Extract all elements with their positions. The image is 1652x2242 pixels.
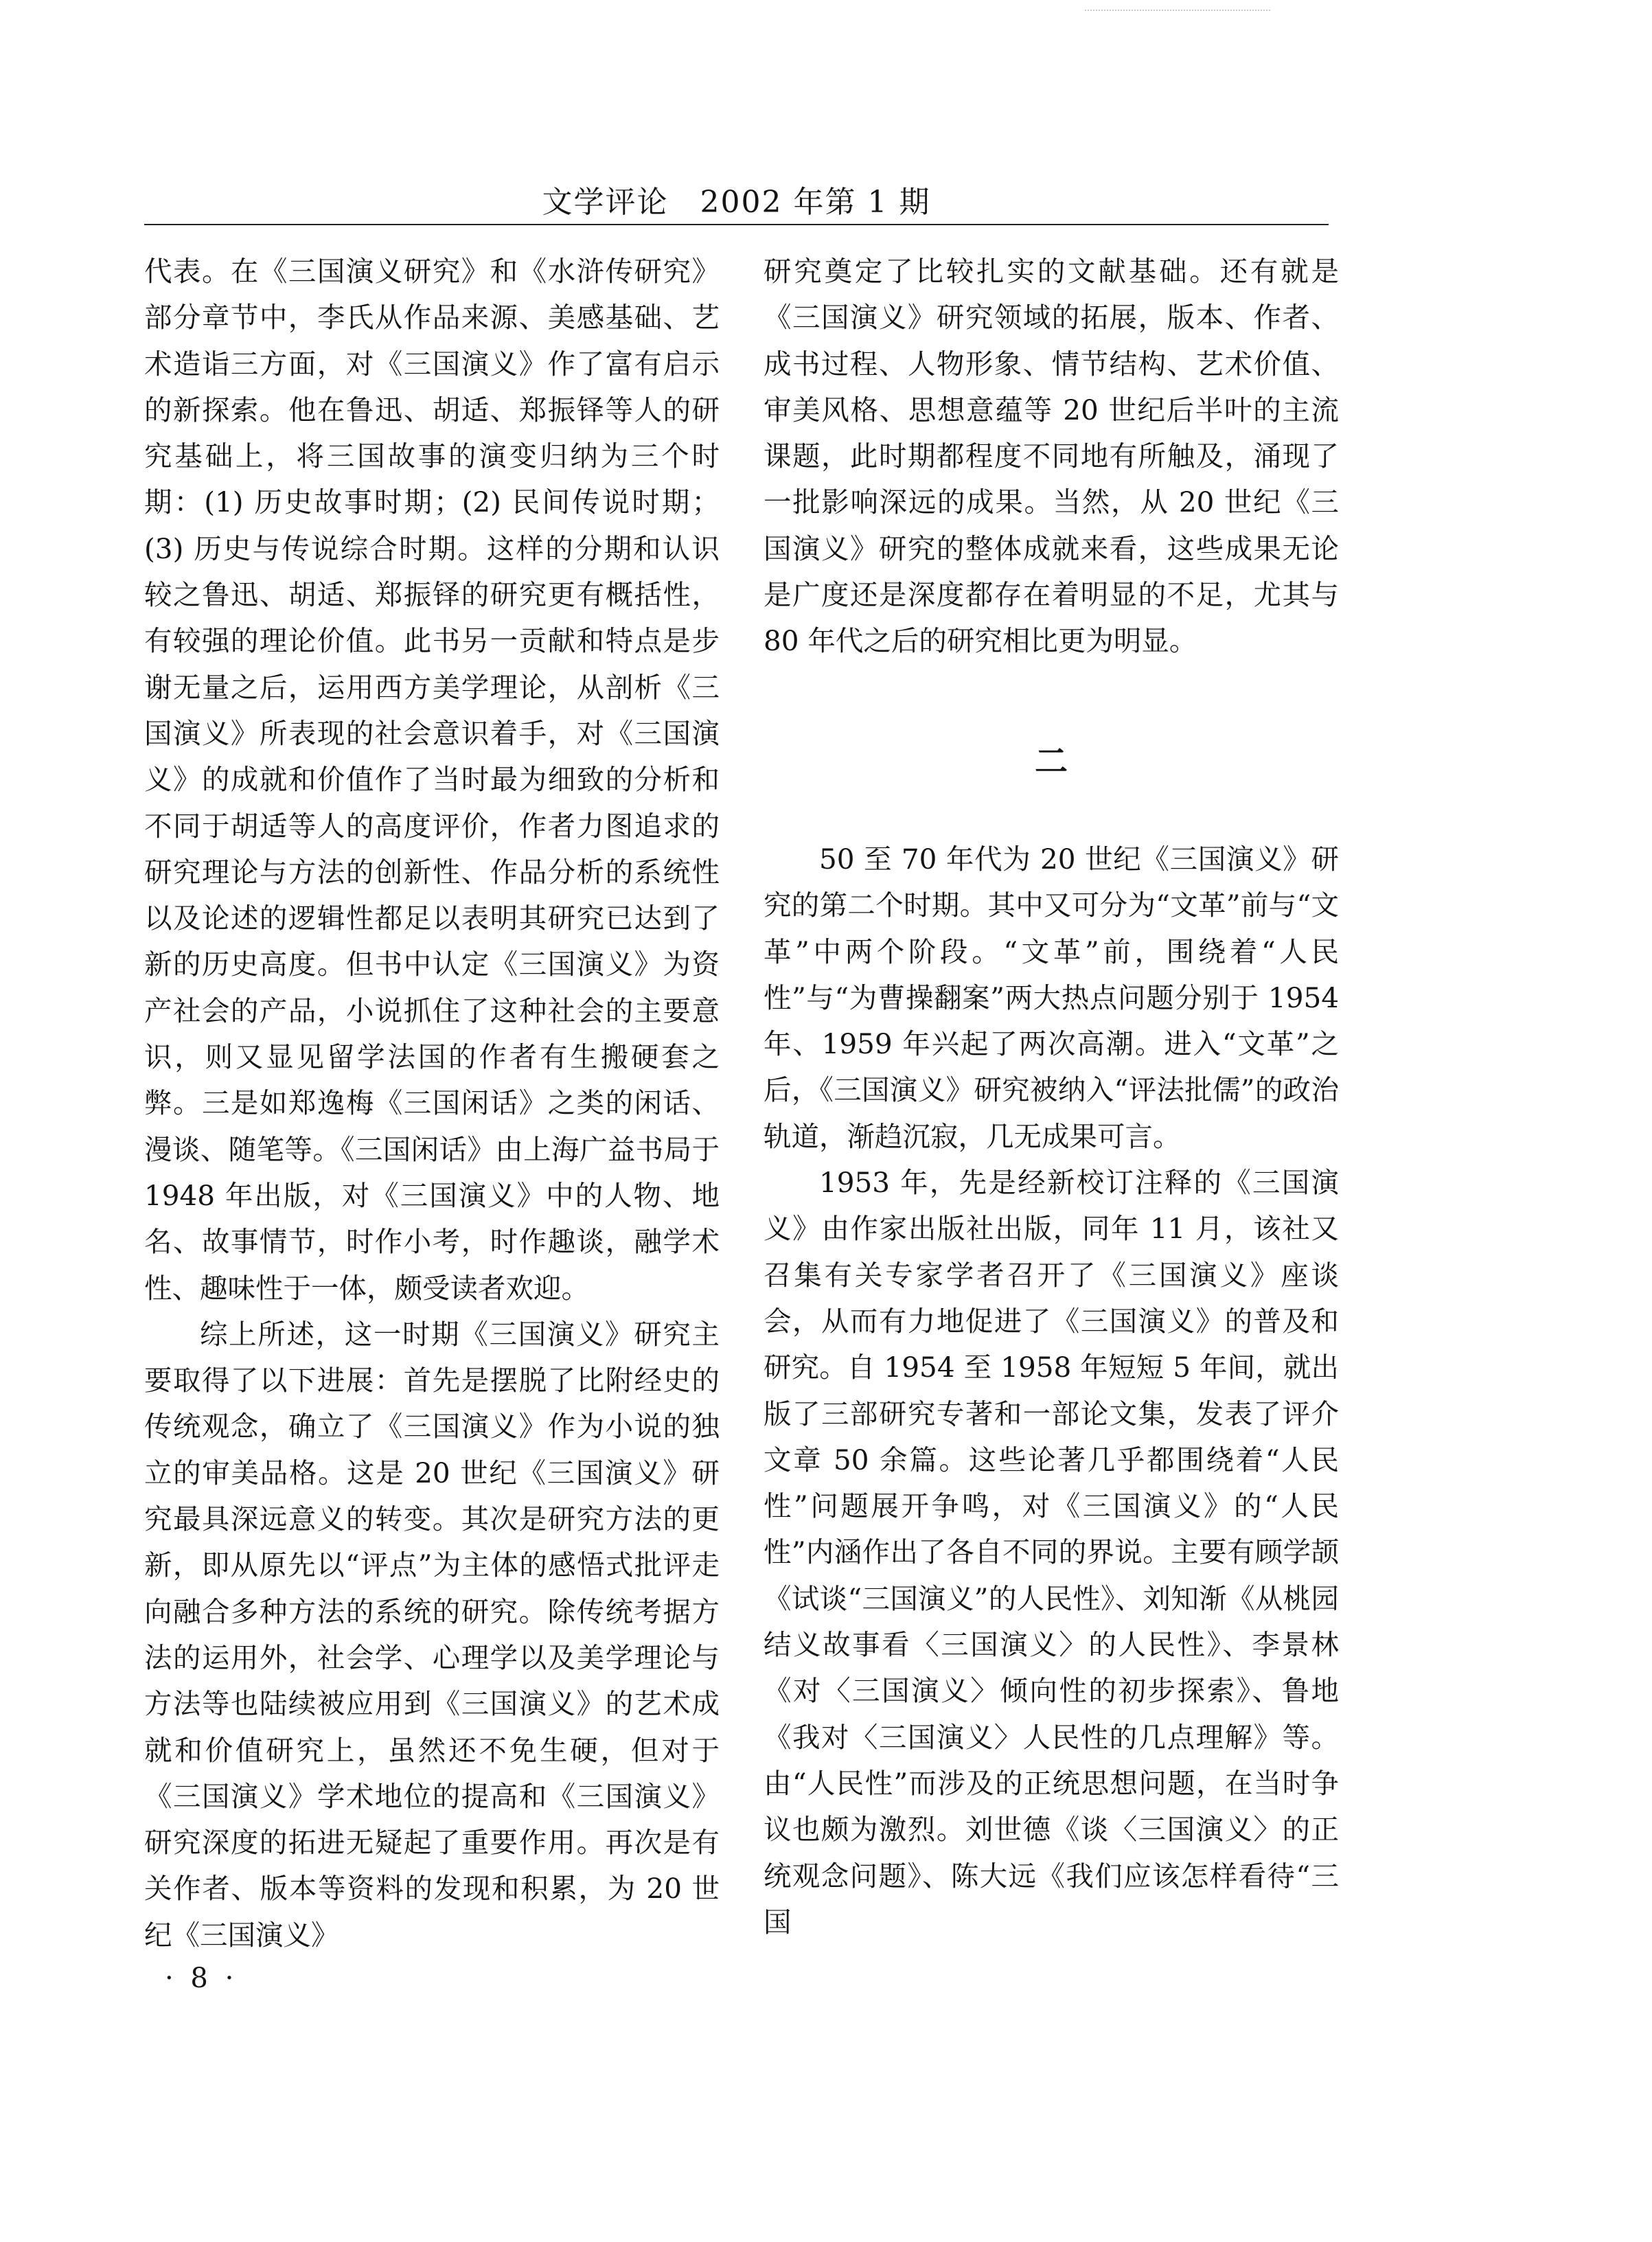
paragraph: 研究奠定了比较扎实的文献基础。还有就是《三国演义》研究领域的拓展，版本、作者、成书过程、人物形象、情节结构、艺术价值、审美风格、思想意蕴等 20 世纪后半叶的主流课题，此时期都程度不同地有所触及，涌现了一批影响深远的成果。当然，从 20 世纪《三国演义》研究的整体成就来看，这些成果无论是广度还是深度都存在着明显的不足，尤其与 80 年代之后的研究相比更为明显。 bbox=[764, 255, 1339, 658]
left-column bbox=[144, 249, 720, 1958]
paragraph: 50 至 70 年代为 20 世纪《三国演义》研究的第二个时期。其中又可分为“文革”前与“文革”中两个阶段。“文革”前，围绕着“人民性”与“为曹操翻案”两大热点问题分别于 1954 年、1959 年兴起了两次高潮。进入“文革”之后，《三国演义》研究被纳入“评法批儒”的政治轨道，渐趋沉寂，几无成果可言。 bbox=[764, 843, 1339, 1153]
section-number: 二 bbox=[1034, 742, 1068, 781]
header-rule bbox=[144, 224, 1329, 225]
right-column-bottom bbox=[764, 836, 1339, 1945]
page-number: · 8 · bbox=[165, 1963, 238, 1994]
running-header: 文学评论 2002 年第 1 期 bbox=[542, 185, 931, 220]
right-column-top bbox=[764, 249, 1339, 665]
paragraph: 综上所述，这一时期《三国演义》研究主要取得了以下进展：首先是摆脱了比附经史的传统观念，确立了《三国演义》作为小说的独立的审美品格。这是 20 世纪《三国演义》研究最具深远意义的转变。其次是研究方法的更新，即从原先以“评点”为主体的感悟式批评走向融合多种方法的系统的研究。除传统考据方法的运用外，社会学、心理学以及美学理论与方法等也陆续被应用到《三国演义》的艺术成就和价值研究上，虽然还不免生硬，但对于《三国演义》学术地位的提高和《三国演义》研究深度的拓进无疑起了重要作用。再次是有关作者、版本等资料的发现和积累，为 20 世纪《三国演义》 bbox=[144, 1317, 720, 1952]
scan-artifact bbox=[1085, 0, 1270, 11]
paragraph: 代表。在《三国演义研究》和《水浒传研究》部分章节中，李氏从作品来源、美感基础、艺术造诣三方面，对《三国演义》作了富有启示的新探索。他在鲁迅、胡适、郑振铎等人的研究基础上，将三国故事的演变归纳为三个时期：(1) 历史故事时期；(2) 民间传说时期；(3) 历史与传说综合时期。这样的分期和认识较之鲁迅、胡适、郑振铎的研究更有概括性，有较强的理论价值。此书另一贡献和特点是步谢无量之后，运用西方美学理论，从剖析《三国演义》所表现的社会意识着手，对《三国演义》的成就和价值作了当时最为细致的分析和不同于胡适等人的高度评价，作者力图追求的研究理论与方法的创新性、作品分析的系统性以及论述的逻辑性都足以表明其研究已达到了新的历史高度。但书中认定《三国演义》为资产社会的产品，小说抓住了这种社会的主要意识，则又显见留学法国的作者有生搬硬套之弊。三是如郑逸梅《三国闲话》之类的闲话、漫谈、随笔等。《三国闲话》由上海广益书局于 1948 年出版，对《三国演义》中的人物、地名、故事情节，时作小考，时作趣谈，融学术性、趣味性于一体，颇受读者欢迎。 bbox=[144, 255, 720, 1305]
paragraph: 1953 年，先是经新校订注释的《三国演义》由作家出版社出版，同年 11 月，该社又召集有关专家学者召开了《三国演义》座谈会，从而有力地促进了《三国演义》的普及和研究。自 1954 至 1958 年短短 5 年间，就出版了三部研究专著和一部论文集，发表了评介文章 50 余篇。这些论著几乎都围绕着“人民性”问题展开争鸣，对《三国演义》的“人民性”内涵作出了各自不同的界说。主要有顾学颉《试谈“三国演义”的人民性》、刘知渐《从桃园结义故事看〈三国演义〉的人民性》、李景林《对〈三国演义〉倾向性的初步探索》、鲁地《我对〈三国演义〉人民性的几点理解》等。由“人民性”而涉及的正统思想问题，在当时争议也颇为激烈。刘世德《谈〈三国演义〉的正统观念问题》、陈大远《我们应该怎样看待“三国 bbox=[764, 1166, 1339, 1938]
